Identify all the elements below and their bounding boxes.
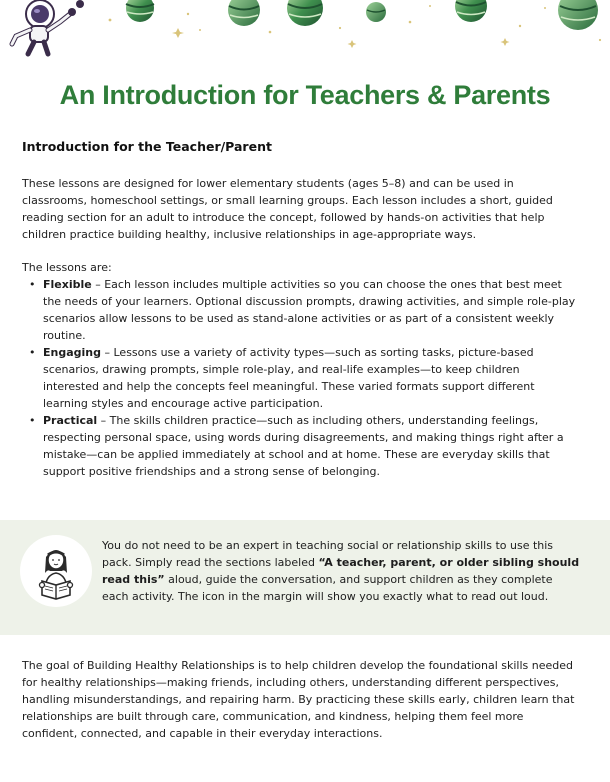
lessons-label: The lessons are: bbox=[22, 261, 112, 274]
list-item bbox=[22, 276, 578, 344]
bullet-icon: • bbox=[29, 346, 36, 359]
callout-text-start: You do not need to be an expert in teaching social or relationship skills to use this pack. Simply read the sections labeled bbox=[102, 539, 554, 569]
callout-bold-phrase: “A teacher, parent, or older sibling should read this” bbox=[102, 556, 580, 586]
lesson-term: Flexible bbox=[43, 278, 92, 291]
goal-paragraph: The goal of Building Healthy Relationships is to help children develop the foundational skills needed for healthy relationships—making friends, including others, understanding different perspectives, handling misunderstandings, and repairing harm. By practicing these skills early, children learn that relationships are built through care, communication, and kindness, helping them feel more confident, connected, and capable in their everyday interactions. bbox=[22, 659, 575, 740]
bullet-icon: • bbox=[29, 278, 36, 291]
lesson-features-list bbox=[22, 276, 578, 480]
lesson-term: Practical bbox=[43, 414, 98, 427]
stars-decoration bbox=[109, 5, 602, 48]
list-item bbox=[22, 412, 578, 480]
astronaut-and-planets-illustration bbox=[0, 0, 610, 60]
section-heading: Introduction for the Teacher/Parent bbox=[22, 139, 272, 154]
space-banner bbox=[0, 0, 610, 60]
lesson-term: Engaging bbox=[43, 346, 101, 359]
planets-decoration bbox=[126, 0, 598, 30]
lesson-description: – Each lesson includes multiple activities so you can choose the ones that best meet the needs of your learners. Optional discussion prompts, drawing activities, and simple role-play scenarios allow lessons to be used as stand-alone activities or as part of a consistent weekly routine. bbox=[43, 278, 576, 342]
astronaut-icon bbox=[12, 0, 84, 54]
intro-paragraph: These lessons are designed for lower elementary students (ages 5–8) and can be used in classrooms, homeschool settings, or small learning groups. Each lesson includes a short, guided reading section for an adult to introduce the concept, followed by hands-on activities that help children practice building healthy, inclusive relationships in age-appropriate ways. bbox=[22, 177, 553, 241]
reader-with-book-icon bbox=[20, 535, 92, 607]
list-item bbox=[22, 344, 578, 412]
callout-text bbox=[102, 537, 580, 605]
lesson-description: – Lessons use a variety of activity types—such as sorting tasks, picture-based scenarios, drawing prompts, simple role-play, and real-life examples—to keep children interested and help the concepts feel meaningful. These varied formats support different learning styles and encourage active participation. bbox=[43, 346, 535, 410]
page-title: An Introduction for Teachers & Parents bbox=[59, 80, 551, 110]
callout-text-end: aloud, guide the conversation, and support children as they complete each activity. The icon in the margin will show you exactly what to read out loud. bbox=[102, 573, 553, 603]
bullet-icon: • bbox=[29, 414, 36, 427]
lesson-description: – The skills children practice—such as including others, understanding feelings, respecting personal space, using words during disagreements, and making things right after a mistake—can be applied immediately at school and at home. These are everyday skills that support positive friendships and a strong sense of belonging. bbox=[43, 414, 564, 478]
